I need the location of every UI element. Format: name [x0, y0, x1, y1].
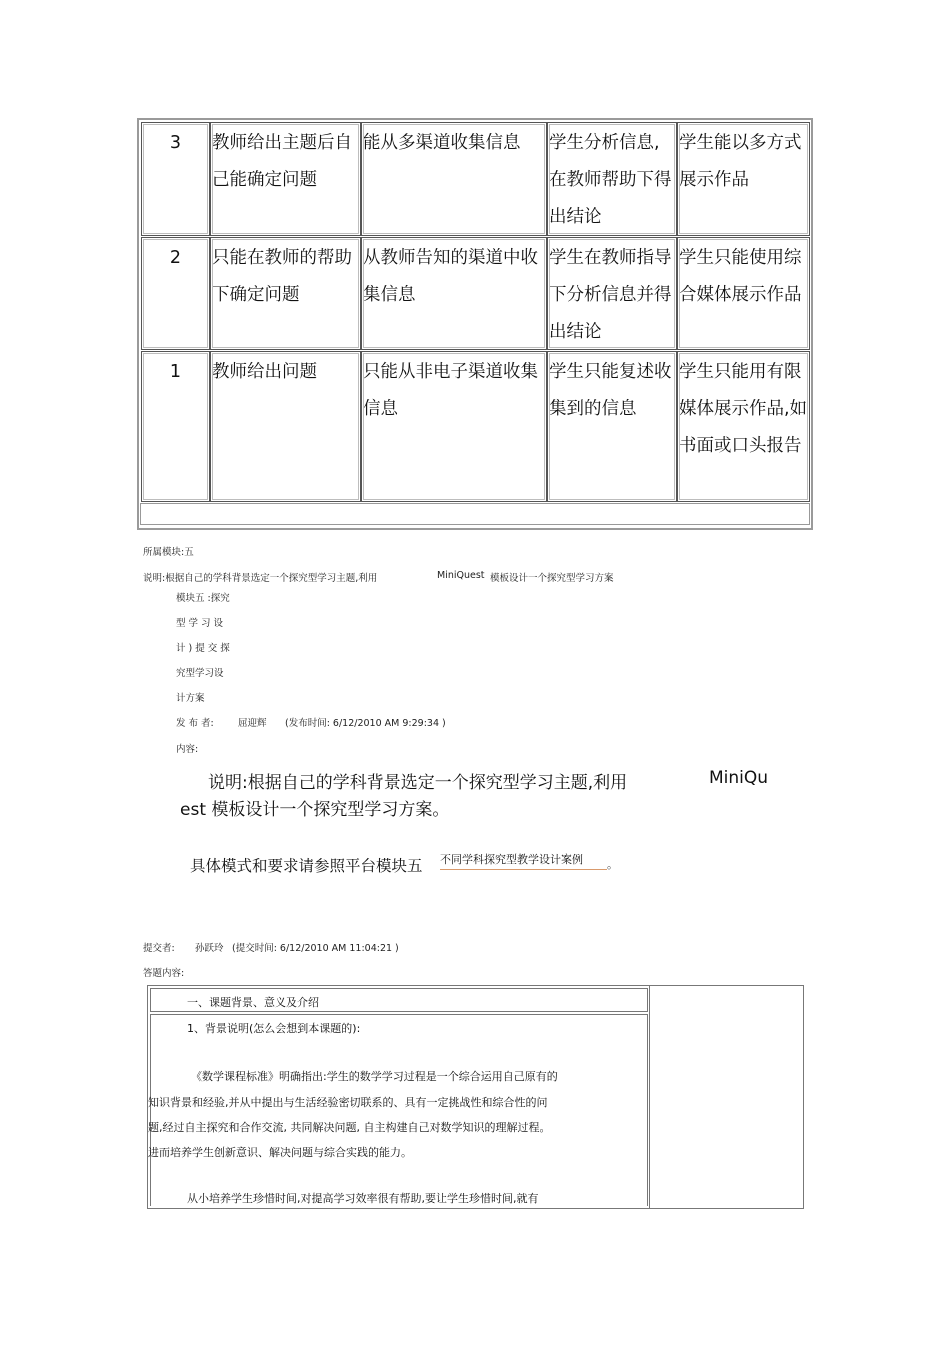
content-line-3: 具体模式和要求请参照平台模块五 [190, 857, 423, 875]
table-cell: 只能在教师的帮助下确定问题 [210, 237, 361, 350]
module-title-line: 计方案 [176, 693, 205, 704]
answer-paragraph-line: 《数学课程标准》明确指出:学生的数学学习过程是一个综合运用自己原有的 [191, 1070, 558, 1083]
answer-paragraph-line: 知识背景和经验,并从中提出与生活经验密切联系的、具有一定挑战性和综合性的问 [148, 1096, 548, 1109]
score-cell: 3 [141, 122, 210, 236]
table-cell: 能从多渠道收集信息 [361, 122, 547, 236]
publish-time: (发布时间: 6/12/2010 AM 9:29:34 ) [285, 718, 446, 729]
table-row [139, 237, 811, 350]
content-label: 内容: [176, 744, 199, 755]
publisher-name: 屈迎辉 [238, 718, 267, 729]
description-line: 说明:根据自己的学科背景选定一个探究型学习主题,利用 [143, 573, 378, 584]
module-title-line: 究型学习设 [176, 668, 224, 679]
module-line: 所属模块:五 [143, 547, 194, 558]
answer-content-column [148, 986, 650, 1208]
answer-paragraph-line: 题,经过自主探究和合作交流, 共同解决问题, 自主构建自己对数学知识的理解过程。 [148, 1121, 551, 1134]
table-row [139, 122, 811, 236]
answer-paragraph-line: 从小培养学生珍惜时间,对提高学习效率很有帮助,要让学生珍惜时间,就有 [187, 1192, 539, 1205]
table-cell: 从教师告知的渠道中收集信息 [361, 237, 547, 350]
content-line-1-end: MiniQu [709, 768, 769, 788]
module-title-line: 计 ) 提 交 探 [176, 643, 230, 654]
table-cell: 学生在教师指导下分析信息并得出结论 [547, 237, 677, 350]
submit-time: (提交时间: 6/12/2010 AM 11:04:21 ) [232, 943, 399, 954]
answer-subheader: 1、背景说明(怎么会想到本课题的): [187, 1022, 361, 1035]
table-cell: 学生只能复述收集到的信息 [547, 351, 677, 502]
table-cell: 只能从非电子渠道收集信息 [361, 351, 547, 502]
rubric-table [137, 118, 813, 530]
submitter-name: 孙跃玲 [195, 943, 224, 954]
description-miniquest: MiniQuest [437, 570, 485, 581]
content-line-2: est 模板设计一个探究型学习方案。 [180, 800, 450, 820]
case-link-text[interactable]: 不同学科探究型教学设计案例 [440, 853, 583, 866]
description-template: 模板设计一个探究型学习方案 [490, 573, 614, 584]
table-cell: 教师给出主题后自己能确定问题 [210, 122, 361, 236]
content-line-1: 说明:根据自己的学科背景选定一个探究型学习主题,利用 [208, 773, 628, 793]
content-line-3-end: 。 [607, 858, 618, 871]
publisher-label: 发 布 者: [176, 718, 214, 729]
answer-table [147, 985, 804, 1209]
answer-label: 答题内容: [143, 968, 185, 979]
table-footer-row [140, 503, 810, 525]
table-cell: 学生只能使用综合媒体展示作品 [677, 237, 810, 350]
table-cell: 学生分析信息,在教师帮助下得出结论 [547, 122, 677, 236]
table-cell: 学生能以多方式展示作品 [677, 122, 810, 236]
table-row [139, 351, 811, 502]
answer-header: 一、课题背景、意义及介绍 [187, 996, 319, 1009]
answer-body-cell [150, 1014, 648, 1206]
answer-header-cell [150, 988, 648, 1012]
score-cell: 2 [141, 237, 210, 350]
answer-paragraph-line: 进而培养学生创新意识、解决问题与综合实践的能力。 [148, 1146, 412, 1159]
module-title-line: 模块五 :探究 [176, 593, 230, 604]
score-cell: 1 [141, 351, 210, 502]
table-cell: 学生只能用有限媒体展示作品,如书面或口头报告 [677, 351, 810, 502]
case-link[interactable] [440, 852, 607, 870]
submitter-label: 提交者: [143, 943, 175, 954]
module-title-line: 型 学 习 设 [176, 618, 224, 629]
table-cell: 教师给出问题 [210, 351, 361, 502]
